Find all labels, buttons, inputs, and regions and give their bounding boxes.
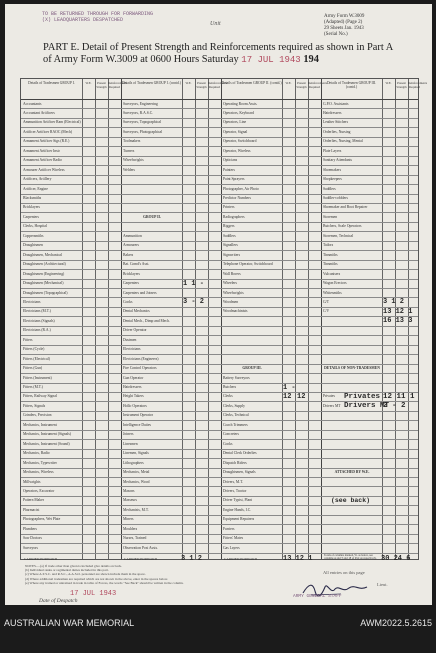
handwritten-entry: 12 xyxy=(297,392,306,401)
trade-cell: Orderlies, Nursing, Mental xyxy=(323,139,363,144)
trade-cell: GROUP II. xyxy=(143,214,161,219)
row-rule xyxy=(21,411,418,412)
column-subheading: W.E. xyxy=(85,81,92,85)
row-rule xyxy=(21,222,418,223)
trade-cell: Fitters xyxy=(23,337,33,342)
group-heading: Details of Tradesmen GROUP I. xyxy=(28,81,75,85)
title-date-stamp: 17 JUL 1943 xyxy=(241,54,301,65)
handwritten-entry: 16 13 3 xyxy=(383,317,413,326)
trade-cell: Coach Trimmers xyxy=(223,422,248,427)
trade-cell: Mechanics, Radio xyxy=(23,451,50,456)
trade-cell: Signallers xyxy=(223,243,238,248)
trade-cell: Storemen xyxy=(323,214,338,219)
row-rule xyxy=(21,383,418,384)
trade-cell: Electricians (Signals) xyxy=(23,318,55,323)
handwritten-entry: 3 1 2 xyxy=(383,298,405,307)
trade-cell: Clerks, Technical xyxy=(223,413,249,418)
handwritten-entry: 12 xyxy=(283,392,292,401)
trade-cell: Tinsmiths xyxy=(323,262,338,267)
trade-cell: Pattern Maker xyxy=(23,498,44,503)
trade-cell: Saddlers xyxy=(223,233,236,238)
trade-cell: Operators, Line xyxy=(223,120,247,125)
row-rule xyxy=(21,127,418,128)
trade-cell: Masons xyxy=(123,488,135,493)
trade-cell: Wall Borers xyxy=(223,271,241,276)
trade-cell: Operating Room Assts. xyxy=(223,101,258,106)
trade-cell: Operator, Wireless xyxy=(223,148,251,153)
note-line: (d) Where additional tradesmen are required which are not shown in the above, enter in the spaces below. xyxy=(25,576,168,581)
row-rule xyxy=(21,146,418,147)
trade-cell: Draughtsmen, Signals xyxy=(223,470,256,475)
row-rule xyxy=(21,241,418,242)
trade-cell: Observation Post Assts. xyxy=(123,545,158,550)
trade-cell: Bat. Comd's Asst. xyxy=(123,262,150,267)
trade-cell: Grinders, Precision xyxy=(23,413,52,418)
row-rule xyxy=(21,354,418,355)
trade-cell: Paint Sprayers xyxy=(223,177,245,182)
trade-cell: Mechanics, Metal xyxy=(123,470,150,475)
handwritten-entry: 13 12 1 xyxy=(383,307,413,316)
carried-forward-label: CARRIED FORWARD xyxy=(24,556,58,561)
trade-cell: Battery Surveyors xyxy=(223,375,250,380)
trade-cell: Instrument Operator xyxy=(123,413,154,418)
trade-cell: Wheelwrights xyxy=(223,290,244,295)
trade-cell: Cooks xyxy=(223,441,233,446)
row-rule xyxy=(21,279,418,280)
row-rule xyxy=(21,212,418,213)
trade-cell: Gun Operator xyxy=(123,375,144,380)
trade-cell: Mechanics, Instrument (Sound) xyxy=(23,441,70,446)
title-year: 194 xyxy=(303,53,319,65)
trade-cell: Fire Control Operators xyxy=(123,366,157,371)
trade-cell: Ammunition xyxy=(123,233,142,238)
trade-cell: Mechanists, M.T. xyxy=(123,507,149,512)
trade-cell: Carpenters xyxy=(23,214,39,219)
row-rule xyxy=(21,486,418,487)
row-rule xyxy=(21,297,418,298)
note-line: (b) Individual ranks or regimental duties included in this part. xyxy=(25,568,109,573)
trade-cell: Armament Artificer Sigs (R.E.) xyxy=(23,139,70,144)
trade-cell: Fitters (Gun) xyxy=(23,366,43,371)
trade-cell: Hairdressers xyxy=(123,385,142,389)
column-subheading: Reinforcements Required xyxy=(108,81,127,89)
handwritten-entry: 1 - xyxy=(283,383,296,392)
trade-cell: Armament Artificer Radio xyxy=(23,158,62,163)
trade-cell: Butchers, Scale Operators xyxy=(323,224,362,229)
stamp-line: (X) LEADQUARTERS DESPATCHED xyxy=(42,17,124,23)
trade-cell: Moulders xyxy=(123,526,138,531)
trade-cell: Fitters, Railway Signal xyxy=(23,394,57,399)
handwritten-entry: 1 1 - xyxy=(183,279,205,288)
trade-cell: Bricklayers xyxy=(123,271,140,276)
trade-cell: Photographers, Wet Plate xyxy=(23,517,61,522)
trade-cell: Linemen, Signals xyxy=(123,451,149,456)
trade-cell: Toolmakers xyxy=(123,139,141,144)
row-rule xyxy=(21,458,418,459)
trade-cell: Draughtsmen (Engineering) xyxy=(23,271,65,276)
trade-cell: Operators, Keyboard xyxy=(223,110,254,115)
trade-cell: Operators, Excavator xyxy=(23,488,55,493)
trade-cell: Fitters (Electrical) xyxy=(23,356,50,361)
date-of-dispatch-label: Date of Despatch xyxy=(39,598,78,604)
trade-cell: Fitters' Mates xyxy=(223,536,244,541)
trade-cell: Fitters (Instrument) xyxy=(23,375,52,380)
row-rule xyxy=(21,231,418,232)
form-line: 29 Sheets Jan. 1943 xyxy=(324,26,364,31)
trade-cell: Draughtsmen, Mechanical xyxy=(23,252,62,257)
column-subheading: Present Strength xyxy=(96,81,107,89)
stamp-line: TO BE RETURNED THROUGH FOR FORWARDING xyxy=(42,11,154,17)
trade-cell: G.P.O. Assistants xyxy=(323,101,349,106)
trade-cell: Woodmachinists xyxy=(223,309,248,314)
trade-cell: ATTACHED BY W.E. xyxy=(334,470,370,475)
trade-cell: Privates xyxy=(323,394,335,399)
trade-cell: Fitters (Cycle) xyxy=(23,347,45,352)
trade-cell: Wheelers xyxy=(223,281,237,286)
trade-cell: Armourer Artificer Wireless xyxy=(23,167,65,172)
column-subheading: Present Strength xyxy=(396,81,407,89)
trade-cell: Masseurs xyxy=(123,498,137,503)
trade-cell: Surveyors, R.A.S.C. xyxy=(123,110,154,115)
trade-cell: Electricians xyxy=(123,347,141,352)
trade-cell: Clerks, Hospital xyxy=(23,224,47,229)
trade-cell: Dental Clerk Orderlies xyxy=(223,451,257,456)
row-rule xyxy=(21,269,418,270)
trade-cell: Saddler-cobblers xyxy=(323,196,348,200)
form-sheet xyxy=(5,4,432,605)
trade-cell: Electricians (Engineers) xyxy=(123,356,159,361)
trade-cell: Surveyors, Engineering xyxy=(123,101,158,106)
form-reference xyxy=(324,14,364,38)
trade-cell: Shopkeepers xyxy=(323,177,342,182)
row-rule xyxy=(21,345,418,346)
column-subheading: Present Strength xyxy=(196,81,207,89)
trade-cell: Vulcanisers xyxy=(323,271,341,276)
trade-cell: Gas Layers xyxy=(223,545,240,550)
handwritten-entry: Drivers MT xyxy=(344,402,390,411)
carried-forward-label: CARRIED FORWARD xyxy=(124,556,158,561)
row-rule xyxy=(21,184,418,185)
column-subheading: Present Strength xyxy=(296,81,307,89)
trade-cell: Fitters, Signals xyxy=(23,403,46,408)
row-rule xyxy=(21,326,418,327)
row-rule xyxy=(21,449,418,450)
trade-cell: Clerks xyxy=(223,394,233,399)
trade-cell: Artificer, Engine xyxy=(23,186,48,191)
trade-cell: Fitters (M.T.) xyxy=(23,385,43,389)
row-rule xyxy=(21,316,418,317)
trade-cell: Miners xyxy=(123,517,134,522)
entries-note: All entries on this page xyxy=(323,570,365,575)
trade-cell: Electricians (M.T.) xyxy=(23,309,51,314)
trade-cell: Tailors xyxy=(323,243,334,248)
group-heading: Details of Tradesmen GROUP II. (contd.) xyxy=(221,81,282,85)
trade-cell: Engine Hands, I.C. xyxy=(223,507,252,512)
note-line: (e) Where any trained or untrained in trade in table of Forces, the words "See Back" should be written in the column. xyxy=(25,580,184,585)
row-rule xyxy=(21,364,418,365)
trade-cell: Drivers, Tractor xyxy=(223,488,247,493)
dispatch-date-stamp: 17 JUL 1943 xyxy=(70,590,117,598)
trade-cell: Riggers xyxy=(223,224,235,229)
header-stamp xyxy=(42,11,153,23)
row-rule xyxy=(21,430,418,431)
row-rule xyxy=(21,373,418,374)
trade-cell: Intelligence Duties xyxy=(123,422,151,427)
trade-cell: Carpenters and Joiners xyxy=(123,290,157,295)
row-rule xyxy=(21,203,418,204)
trade-cell: Painters xyxy=(223,167,235,172)
row-rule xyxy=(21,468,418,469)
trade-cell: Cooks xyxy=(123,299,133,304)
handwritten-entry: 30 24 6 xyxy=(381,554,411,563)
trade-cell: Farriers xyxy=(223,526,235,531)
row-rule xyxy=(21,477,418,478)
column-subheading: W.E. xyxy=(285,81,292,85)
header-rule xyxy=(21,99,418,100)
trade-cell: Leather Stitchers xyxy=(323,120,349,125)
trade-cell: Artificers, Artillery xyxy=(23,177,52,182)
group-heading: Details of Tradesmen GROUP I. (contd.) xyxy=(122,81,181,85)
trade-cell: Draughtsmen (Architectural) xyxy=(23,262,66,267)
trade-cell: Wheelwrights xyxy=(123,158,144,163)
trade-cell: Wagon Erectors xyxy=(323,281,347,286)
column-subheading: W.E. xyxy=(385,81,392,85)
trade-cell: Driver Typist, Plant xyxy=(223,498,253,503)
trade-cell: Surveyors xyxy=(23,545,38,550)
trade-cell: Storemen, Technical xyxy=(323,233,354,238)
trade-cell: Hollo Operators xyxy=(123,403,147,408)
carried-forward-label: Totals of columns marked, W. as below, see columns A and T and 18 of Part A respectively. xyxy=(324,553,377,560)
row-rule xyxy=(21,108,418,109)
trade-cell: Armament Artificer Instr xyxy=(23,148,60,153)
trade-cell: Dental Mech., Dimp and Mech. xyxy=(123,318,170,323)
trade-cell: Equipment Repairers xyxy=(223,517,255,522)
column-subheading: Reinforcements Required xyxy=(308,81,327,89)
signature-stamp: ARMY GENERAL STAFF xyxy=(293,594,342,599)
trade-cell: Clerks, Supply xyxy=(223,403,245,408)
trade-cell: Electricians (R.A.) xyxy=(23,328,51,333)
row-rule xyxy=(21,156,418,157)
trade-cell: Saddlers xyxy=(323,186,336,191)
trade-cell: Mechanics, Instrument xyxy=(23,422,57,427)
trade-cell: Blacksmiths xyxy=(23,196,42,200)
row-rule xyxy=(21,260,418,261)
trade-cell: Tinsmiths xyxy=(323,252,338,257)
trade-cell: Shoemaker and Boot Repairer xyxy=(323,205,368,210)
trade-cell: Radiographers xyxy=(223,214,245,219)
trade-cell: Accountant Artificers xyxy=(23,110,55,115)
trade-cell: Millwrights xyxy=(23,479,41,484)
handwritten-entry: 3 1 2 xyxy=(181,554,203,563)
trade-cell: Operator, Signal xyxy=(223,129,248,134)
note-line: NOTES.—(a) If trade other than given is included give details on back. xyxy=(25,564,122,568)
trade-cell: Surveyors, Photographical xyxy=(123,129,163,134)
row-rule xyxy=(21,307,418,308)
form-line: (Adapted) (Page 2) xyxy=(324,20,363,25)
trade-cell: Telephone Operator, Switchboard xyxy=(223,262,273,267)
trade-cell: Sanitary Attendants xyxy=(323,158,352,163)
row-rule xyxy=(21,524,418,525)
row-rule xyxy=(21,165,418,166)
trade-cell: Butchers xyxy=(223,385,237,389)
trade-cell: Draughtsmen (Mechanical) xyxy=(23,281,64,286)
trade-cell: Signwriters xyxy=(223,252,241,257)
trade-cell: Pharmacist xyxy=(23,507,40,512)
archive-footer xyxy=(0,612,436,653)
trade-cell: Carpenters xyxy=(123,281,139,286)
trade-cell: Photographer, Air Photo xyxy=(223,186,259,191)
group-heading: Details of Tradesmen GROUP III. (contd.) xyxy=(326,81,377,89)
row-rule xyxy=(21,137,418,138)
row-rule xyxy=(21,194,418,195)
archive-name: AUSTRALIAN WAR MEMORIAL xyxy=(4,618,135,628)
row-rule xyxy=(21,543,418,544)
trade-cell: Shoemakers xyxy=(323,167,342,172)
trade-cell: Bakers xyxy=(123,252,134,257)
trade-cell: Height Takers xyxy=(123,394,144,399)
trade-cell: Dustmen xyxy=(123,337,137,342)
trade-cell: DETAILS OF NON-TRADESMEN xyxy=(324,366,380,371)
trade-cell: Nurses, Trained xyxy=(123,536,147,541)
row-rule xyxy=(21,534,418,535)
trade-cell: Turners xyxy=(123,148,135,153)
trade-cell: Opticians xyxy=(223,158,238,163)
signature-rank: Lieut. xyxy=(377,582,388,587)
handwritten-entry: 13 12 1 xyxy=(283,554,313,563)
trade-cell: Mechanics, Typewriter xyxy=(23,460,57,465)
row-rule xyxy=(21,250,418,251)
trade-cell: Electricians xyxy=(23,299,41,304)
strength-table xyxy=(20,78,427,563)
trade-cell: Concreters xyxy=(223,432,239,437)
trade-cell: Hairdressers xyxy=(323,110,342,115)
row-rule xyxy=(21,288,418,289)
trade-cell: Mechanics, Wood xyxy=(123,479,150,484)
trade-cell: Accountants xyxy=(23,101,42,106)
note-line: (c) Where A.T.S.C. and R.S.C., A.A.S.O. personnel are shown include them in the space. xyxy=(25,572,146,577)
form-line: Army Form W.3009 xyxy=(324,14,365,19)
trade-cell: Bricklayers xyxy=(23,205,40,210)
trade-cell: Joiners xyxy=(123,432,134,437)
trade-cell: Ammunition Artificer Ram (Electrical) xyxy=(23,120,81,125)
trade-cell: Predictor Numbers xyxy=(223,196,251,200)
trade-cell: Armourers xyxy=(123,243,139,248)
trade-cell: Draughtsmen (Topographical) xyxy=(23,290,68,295)
handwritten-entry: 2 - 2 xyxy=(383,402,406,411)
handwritten-entry: (see back) xyxy=(331,496,371,504)
trade-cell: Artificer Artificer RAOC (Mech) xyxy=(23,129,73,134)
archive-id: AWM2022.5.2615 xyxy=(360,618,432,628)
serial-label: (Serial No.) xyxy=(324,32,348,37)
page-title xyxy=(43,42,403,66)
row-rule xyxy=(21,515,418,516)
row-rule xyxy=(21,175,418,176)
trade-cell: Coppersmiths xyxy=(23,233,44,238)
trade-cell: Woodmen xyxy=(223,299,239,304)
trade-cell: Welders xyxy=(123,167,135,172)
trade-cell: GROUP III. xyxy=(242,366,262,371)
handwritten-entry: 3 - 2 xyxy=(183,298,205,307)
column-subheading: Reinforcements Required xyxy=(408,81,427,89)
trade-cell: Plumbers xyxy=(23,526,37,531)
trade-cell: Drivers MT xyxy=(323,403,341,408)
row-rule xyxy=(21,335,418,336)
trade-cell: Drivers, M.T. xyxy=(223,479,244,484)
trade-cell: Whitesmiths xyxy=(323,290,342,295)
row-rule xyxy=(21,118,418,119)
trade-cell: Printers xyxy=(223,205,235,210)
trade-cell: Dispatch Riders xyxy=(223,460,247,465)
title-text: PART E. Detail of Present Strength and Reinforcements required as shown in Part A of Army Form W.3009 at 0600 Hours Saturday xyxy=(43,42,393,65)
trade-cell: Driver Operator xyxy=(123,328,147,333)
column-subheading: W.E. xyxy=(185,81,192,85)
column-subheading: Reinforcements Required xyxy=(208,81,227,89)
trade-cell: Operator, Switchboard xyxy=(223,139,257,144)
row-rule xyxy=(21,505,418,506)
trade-cell: Orderlies, Nursing xyxy=(323,129,351,134)
row-rule xyxy=(21,439,418,440)
unit-label: Unit xyxy=(210,21,221,27)
handwritten-entry: 12 11 1 xyxy=(383,392,415,401)
notes-block xyxy=(25,564,315,585)
trade-cell: Lithographers xyxy=(123,460,144,465)
trade-cell: Dental Mechanics xyxy=(123,309,150,314)
trade-cell: Draughtsmen xyxy=(23,243,43,248)
trade-cell: C/V xyxy=(323,309,330,314)
trade-cell: G/T xyxy=(323,299,329,304)
row-rule xyxy=(21,420,418,421)
trade-cell: Mechanics, Instrument (Signals) xyxy=(23,432,72,437)
carried-forward-label: CARRIED FORWARD xyxy=(224,556,258,561)
trade-cell: Linesmen xyxy=(123,441,138,446)
handwritten-entry: Privates xyxy=(344,392,381,401)
trade-cell: Mechanics, Wireless xyxy=(23,470,54,475)
trade-cell: Surveyors, Topographical xyxy=(123,120,161,125)
trade-cell: Saw Doctors xyxy=(23,536,42,541)
trade-cell: Plate Layers xyxy=(323,148,342,153)
